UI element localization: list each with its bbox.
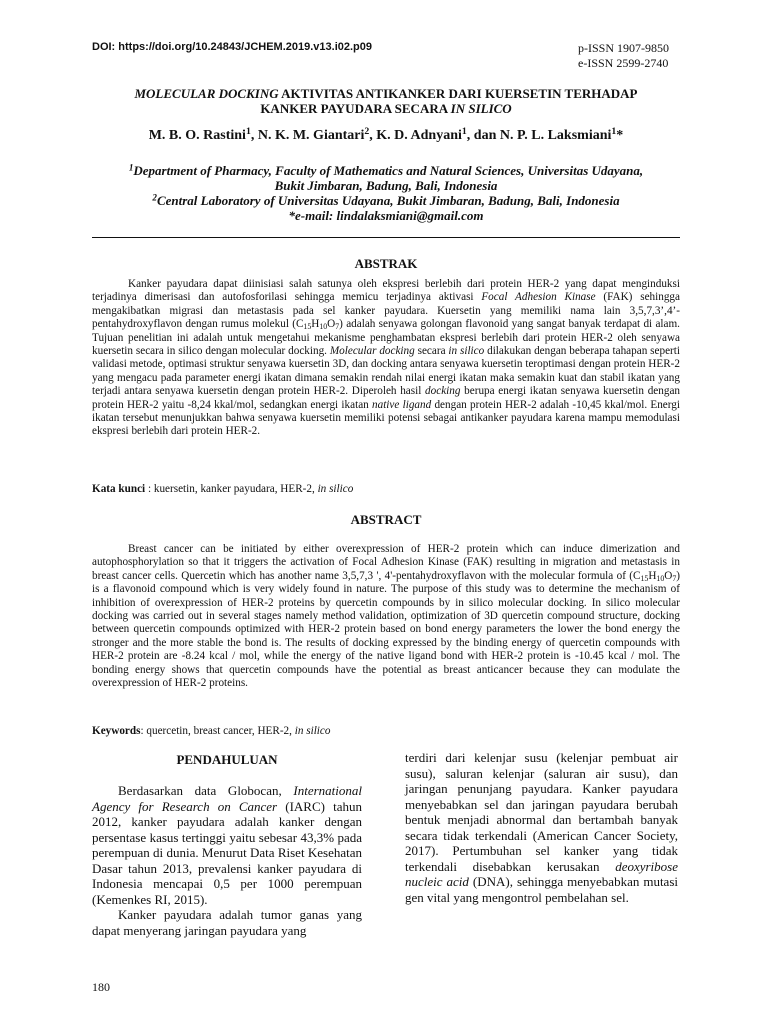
abstrak-text-3: ) adalah senyawa golongan flavonoid yang sangat banyak terdapat di alam. Tujuan penelitian ini adalah untuk mengetahui mekanisme penghambatan ekspresi berlebih dari protein HER-2 oleh senyawa kuersetin secara in silico dengan molecular docking. bbox=[92, 318, 680, 358]
right-column bbox=[405, 750, 678, 905]
abstrak-heading: ABSTRAK bbox=[354, 256, 418, 271]
left-column bbox=[92, 783, 362, 938]
email-text[interactable]: *e-mail: lindalaksmiani@gmail.com bbox=[288, 208, 484, 223]
abstrak-text-1: Kanker payudara dapat diinisiasi salah satunya oleh ekspresi berlebih dari protein HER-2 yang dapat menginduksi terjadinya dimerisasi dan autofosforilasi sehingga memicu terjadinya aktivasi bbox=[92, 278, 680, 304]
abstrak-text-7: dengan protein HER-2 adalah -10,45 kkal/mol. Energi ikatan tersebut menunjukkan bahwa senyawa kuersetin memiliki potensi sebagai antikanker payudara karena mampu memodulasi ekspresi berlebih dari protein HER-2. bbox=[92, 398, 680, 438]
abstrak-sub-1: 15 bbox=[303, 322, 312, 332]
abstract-paragraph bbox=[92, 543, 680, 690]
abstract-sub-1: 15 bbox=[640, 573, 649, 583]
kata-kunci-text: : kuersetin, kanker payudara, HER-2, bbox=[145, 483, 318, 495]
abstrak-h: H bbox=[311, 318, 320, 331]
abstrak-sub-3: 7 bbox=[335, 322, 340, 332]
abstrak-it-5: native ligand bbox=[372, 398, 432, 411]
title-line2: KANKER PAYUDARA SECARA bbox=[260, 101, 451, 116]
author-list bbox=[92, 128, 680, 144]
abstrak-text-4: secara bbox=[414, 345, 449, 358]
abstrak-it-4: docking bbox=[425, 385, 461, 398]
keywords-italic: in silico bbox=[294, 725, 331, 737]
abstrak-sub-2: 10 bbox=[319, 322, 328, 332]
abstract-sub-2: 10 bbox=[656, 573, 665, 583]
abstract-h: H bbox=[648, 569, 657, 582]
left-paragraph-1 bbox=[92, 783, 362, 907]
issn-block bbox=[578, 41, 669, 71]
header-divider bbox=[92, 237, 680, 238]
left-p1-italic: International Agency for Research on Cancer bbox=[92, 783, 362, 814]
author-3-sup: 1 bbox=[461, 126, 467, 138]
kata-kunci-italic: in silico bbox=[317, 483, 354, 495]
abstrak-text-5: dilakukan dengan beberapa tahapan seperti validasi metode, optimasi struktur senyawa kuersetin 3D, dan docking antara senyawa kuersetin teroptimasi dengan protein HER-2 yang mengacu pada parameter energi ikatan dimana semakin rendah nilai energi ikatan maka semakin kuat dan stabil ikatan yang terjadi antara senyawa kuersetin dengan protein HER-2. Diperoleh hasil bbox=[92, 345, 680, 398]
affiliations bbox=[92, 163, 680, 223]
p-issn: p-ISSN 1907-9850 bbox=[578, 41, 670, 55]
abstrak-it-2: Molecular docking bbox=[329, 345, 415, 358]
pendahuluan-heading: PENDAHULUAN bbox=[176, 752, 278, 767]
title-line1: AKTIVITAS ANTIKANKER DARI KUERSETIN TERHADAP bbox=[278, 86, 638, 101]
left-paragraph-2: Kanker payudara adalah tumor ganas yang dapat menyerang jaringan payudara yang bbox=[92, 907, 362, 938]
right-p1-text-a: terdiri dari kelenjar susu (kelenjar pembuat air susu), saluran kelenjar (saluran air susu), dan jaringan penunjang payudara. Kanker payudara menyebabkan sel dan jaringan payudara berubah bentuk menjadi abnormal dan bertambah banyak secara tidak terkendali (American Cancer Society, 2017). Pertumbuhan sel kanker yang tidak terkendali disebabkan kerusakan bbox=[405, 750, 678, 874]
abstrak-o: O bbox=[327, 318, 336, 331]
corresponding-star: * bbox=[616, 128, 624, 143]
author-2: , N. K. M. Giantari bbox=[250, 128, 365, 143]
left-p1-text-a: Berdasarkan data Globocan, bbox=[118, 783, 294, 798]
abstrak-it-1: Focal Adhesion Kinase bbox=[481, 291, 596, 304]
aff1-line1: Department of Pharmacy, Faculty of Mathematics and Natural Sciences, Universitas Udayana, bbox=[133, 163, 644, 178]
abstract-text-1: Breast cancer can be initiated by either overexpression of HER-2 protein which can induce dimerization and autophosphorylation so that it triggers the activation of Focal Adhesion Kinase (FAK) resulting in migration and metastasis in breast cancer cells. Quercetin which has another name 3,5,7,3 ', 4'-pentahydroxyflavon with the molecular formula of (C bbox=[92, 543, 680, 582]
author-4-sup: 1 bbox=[611, 126, 617, 138]
abstrak-paragraph bbox=[92, 278, 680, 439]
left-p1-text-b: (IARC) tahun 2012, kanker payudara adalah kanker dengan persentase kasus tertinggi yaitu sebesar 43,3% pada perempuan di dunia. Menurut Data Riset Kesehatan Dasar tahun 2013, prevalensi kanker payudara di Indonesia mencapai 0,5 per 1000 perempuan (Kemenkes RI, 2015). bbox=[92, 798, 362, 907]
abstract-o: O bbox=[664, 569, 673, 582]
kata-kunci bbox=[92, 483, 680, 495]
abstract-sub-3: 7 bbox=[672, 573, 677, 583]
author-4: , dan N. P. L. Laksmiani bbox=[466, 128, 612, 143]
aff1-sup: 1 bbox=[128, 162, 134, 173]
keywords-label: Keywords bbox=[92, 725, 141, 737]
keywords-text: : quercetin, breast cancer, HER-2, bbox=[140, 725, 295, 737]
kata-kunci-label: Kata kunci bbox=[92, 483, 146, 495]
title-italic: MOLECULAR DOCKING bbox=[134, 86, 279, 101]
e-issn: e-ISSN 2599-2740 bbox=[578, 56, 669, 70]
doi-text[interactable]: DOI: https://doi.org/10.24843/JCHEM.2019.v13.i02.p09 bbox=[92, 41, 372, 53]
paper-title bbox=[92, 86, 680, 116]
author-2-sup: 2 bbox=[364, 126, 370, 138]
author-3: , K. D. Adnyani bbox=[369, 128, 462, 143]
author-1-sup: 1 bbox=[245, 126, 251, 138]
aff2-sup: 2 bbox=[152, 192, 157, 203]
abstract-heading: ABSTRACT bbox=[350, 512, 422, 527]
abstract-text-2: ) is a flavonoid compound which is very widely found in nature. The purpose of this study was to determine the mechanism of inhibition of overexpression of HER-2 proteins by quercetin compounds by in silico molecular docking. In silico molecular docking was carried out in several stages namely method validation, optimization of 3D quercetin compound structure, docking between quercetin compounds optimized with HER-2 protein based on bond energy parameters the lower the bond energy the stronger and the more stable the bond is. The results of docking expressed by the binding energy of quercetin compounds with HER-2 protein are -8.24 kcal / mol, while the energy of the native ligand bond with HER-2 protein is -10.45 kcal / mol. The bonding energy shows that quercetin compounds have the potential as breast anticancer because they can modulate the overexpression of HER-2 proteins. bbox=[92, 569, 680, 690]
aff1-line2: Bukit Jimbaran, Badung, Bali, Indonesia bbox=[274, 178, 498, 193]
abstrak-text-6: berupa energi ikatan senyawa kuersetin dengan protein HER-2 yaitu -8,24 kkal/mol, sedangkan energi ikatan bbox=[92, 385, 680, 411]
aff2-text: Central Laboratory of Universitas Udayana, Bukit Jimbaran, Badung, Bali, Indonesia bbox=[156, 193, 620, 208]
right-p1-italic: deoxyribose nucleic acid bbox=[405, 858, 678, 889]
keywords bbox=[92, 725, 680, 737]
right-p1-text-b: (DNA), sehingga menyebabkan mutasi gen vital yang mengontrol pembelahan sel. bbox=[405, 874, 678, 905]
abstrak-text-2: (FAK) sehingga mengakibatkan migrasi dan metastasis pada sel kanker payudara. Kuersetin yang memiliki nama lain 3,5,7,3’,4’-pentahydroxyflavon dengan rumus molekul (C bbox=[92, 291, 680, 331]
abstrak-it-3: in silico bbox=[448, 345, 485, 358]
page-number: 180 bbox=[92, 980, 110, 994]
author-1: M. B. O. Rastini bbox=[148, 128, 246, 143]
title-line2-italic: IN SILICO bbox=[450, 101, 512, 116]
